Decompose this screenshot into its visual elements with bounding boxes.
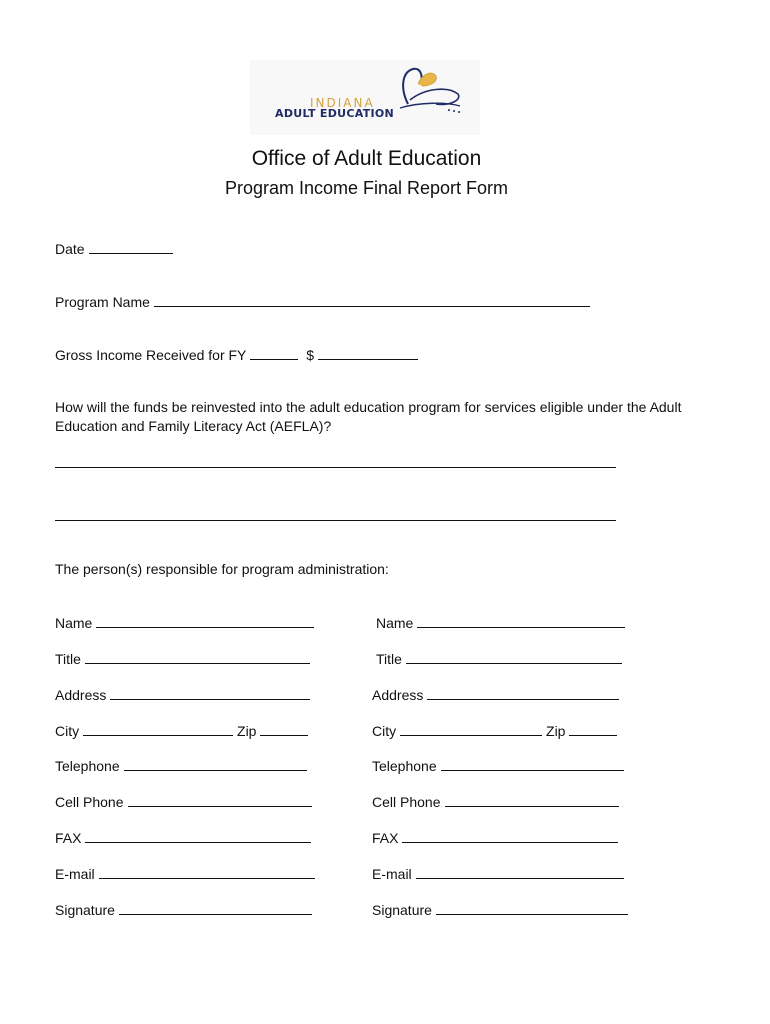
contact-2-email [372,865,624,883]
name-blank[interactable] [96,614,314,628]
contact-1-telephone [55,757,307,775]
zip-label: Zip [546,723,566,739]
contact-2-cell-phone [372,793,619,811]
fax-label: FAX [372,830,399,846]
email-blank[interactable] [99,865,315,879]
contact-1-title [55,650,310,668]
fax-blank[interactable] [402,829,618,843]
telephone-blank[interactable] [124,757,307,771]
answer-line-1[interactable] [55,467,616,468]
title-label: Title [376,651,402,667]
email-label: E-mail [372,866,412,882]
page-title: Office of Adult Education [251,147,482,170]
address-blank[interactable] [110,686,310,700]
date-label: Date [55,241,85,257]
contact-1-name [55,614,314,632]
name-blank[interactable] [417,614,625,628]
contact-2-fax [372,829,618,847]
zip-label: Zip [237,723,257,739]
cell-phone-label: Cell Phone [372,794,441,810]
gross-income-field [55,346,418,364]
signature-label: Signature [372,902,432,918]
name-label: Name [376,615,414,631]
contact-1-signature [55,901,312,919]
contact-1-cell-phone [55,793,312,811]
zip-blank[interactable] [260,722,308,736]
city-label: City [372,723,397,739]
telephone-label: Telephone [55,758,120,774]
contact-2-name [376,614,625,632]
dollar-sign: $ [306,347,315,363]
city-blank[interactable] [400,722,542,736]
title-label: Title [55,651,81,667]
contact-2-telephone [372,757,624,775]
contact-2-city-zip [372,722,617,740]
fax-blank[interactable] [85,829,311,843]
page-subtitle: Program Income Final Report Form [224,178,509,198]
city-label: City [55,723,80,739]
title-blank[interactable] [85,650,310,664]
contact-1-address [55,686,310,704]
name-label: Name [55,615,93,631]
contact-2-title [376,650,622,668]
address-label: Address [372,687,424,703]
contact-2-address [372,686,619,704]
email-blank[interactable] [416,865,624,879]
telephone-label: Telephone [372,758,437,774]
contact-1-fax [55,829,311,847]
signature-label: Signature [55,902,115,918]
telephone-blank[interactable] [441,757,624,771]
signature-blank[interactable] [119,901,312,915]
reinvestment-question: How will the funds be reinvested into the adult education program for services eligible under the Adult Education and Family Literacy Act (AEFLA)? [55,399,682,434]
address-blank[interactable] [427,686,619,700]
contact-2-signature [372,901,628,919]
date-field [55,240,173,258]
logo-line-1: INDIANA [310,96,375,110]
city-blank[interactable] [83,722,233,736]
cell-phone-blank[interactable] [445,793,619,807]
gross-income-label: Gross Income Received for FY [55,347,247,363]
contact-1-city-zip [55,722,308,740]
logo-line-2: ADULT EDUCATION [275,107,395,120]
program-name-blank[interactable] [154,293,590,307]
cell-phone-blank[interactable] [128,793,312,807]
title-blank[interactable] [406,650,622,664]
cell-phone-label: Cell Phone [55,794,124,810]
answer-line-2[interactable] [55,520,616,521]
program-name-field [55,293,590,311]
zip-blank[interactable] [569,722,617,736]
contact-1-email [55,865,315,883]
date-blank[interactable] [89,240,173,254]
responsible-heading: The person(s) responsible for program administration: [55,561,389,577]
signature-blank[interactable] [436,901,628,915]
gross-income-amount-blank[interactable] [318,346,418,360]
email-label: E-mail [55,866,95,882]
program-name-label: Program Name [55,294,150,310]
address-label: Address [55,687,107,703]
fy-blank[interactable] [250,346,298,360]
indiana-adult-education-logo [250,60,480,135]
fax-label: FAX [55,830,82,846]
